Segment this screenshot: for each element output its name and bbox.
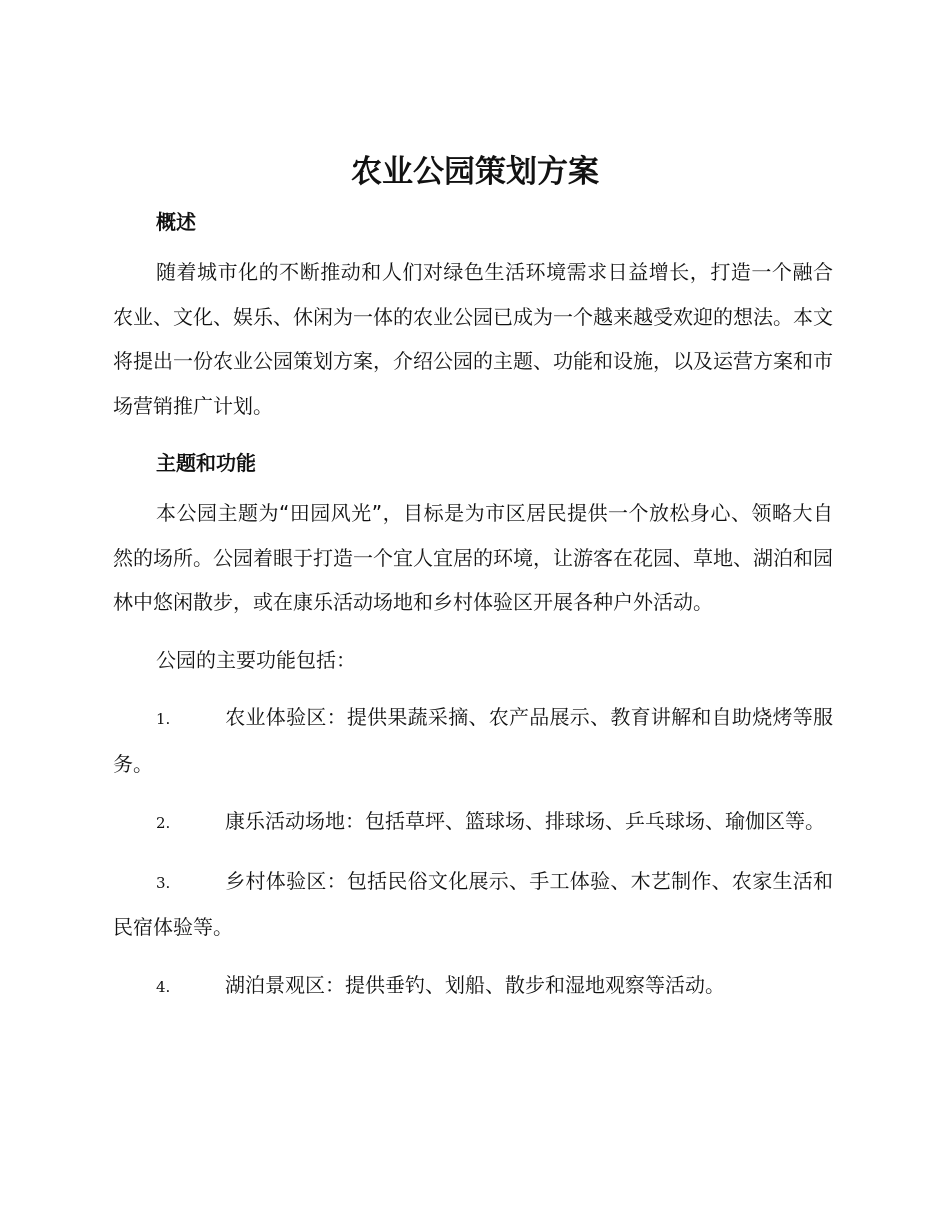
list-item-number: 4. (156, 977, 171, 996)
list-item-number: 3. (156, 873, 171, 892)
functions-intro-paragraph: 公园的主要功能包括： (156, 647, 356, 672)
list-item (113, 799, 833, 846)
theme-paragraph: 本公园主题为“田园风光”，目标是为市区居民提供一个放松身心、领略大自然的场所。公园着眼于打造一个宜人宜居的环境，让游客在花园、草地、湖泊和园林中悠闲散步，或在康乐活动场地和乡村体验区开展各种户外活动。 (113, 501, 833, 614)
list-item-text: 乡村体验区：包括民俗文化展示、手工体验、木艺制作、农家生活和民宿体验等。 (113, 868, 833, 939)
section-heading-theme-and-functions: 主题和功能 (156, 451, 256, 475)
list-item (113, 695, 833, 786)
list-item-text: 湖泊景观区：提供垂钓、划船、散步和湿地观察等活动。 (225, 972, 725, 997)
list-item-text: 康乐活动场地：包括草坪、篮球场、排球场、乒乓球场、瑜伽区等。 (225, 809, 825, 833)
list-item-text: 农业体验区：提供果蔬采摘、农产品展示、教育讲解和自助烧烤等服务。 (113, 705, 833, 776)
document-title: 农业公园策划方案 (351, 154, 599, 190)
list-item (113, 963, 833, 1010)
overview-paragraph: 随着城市化的不断推动和人们对绿色生活环境需求日益增长，打造一个融合农业、文化、娱乐、休闲为一体的农业公园已成为一个越来越受欢迎的想法。本文将提出一份农业公园策划方案，介绍公园的主题、功能和设施，以及运营方案和市场营销推广计划。 (113, 260, 833, 418)
document-body (113, 200, 833, 1009)
list-item-number: 1. (156, 710, 171, 728)
list-item-number: 2. (156, 814, 171, 832)
section-heading-overview: 概述 (156, 210, 196, 234)
list-item (113, 859, 833, 950)
